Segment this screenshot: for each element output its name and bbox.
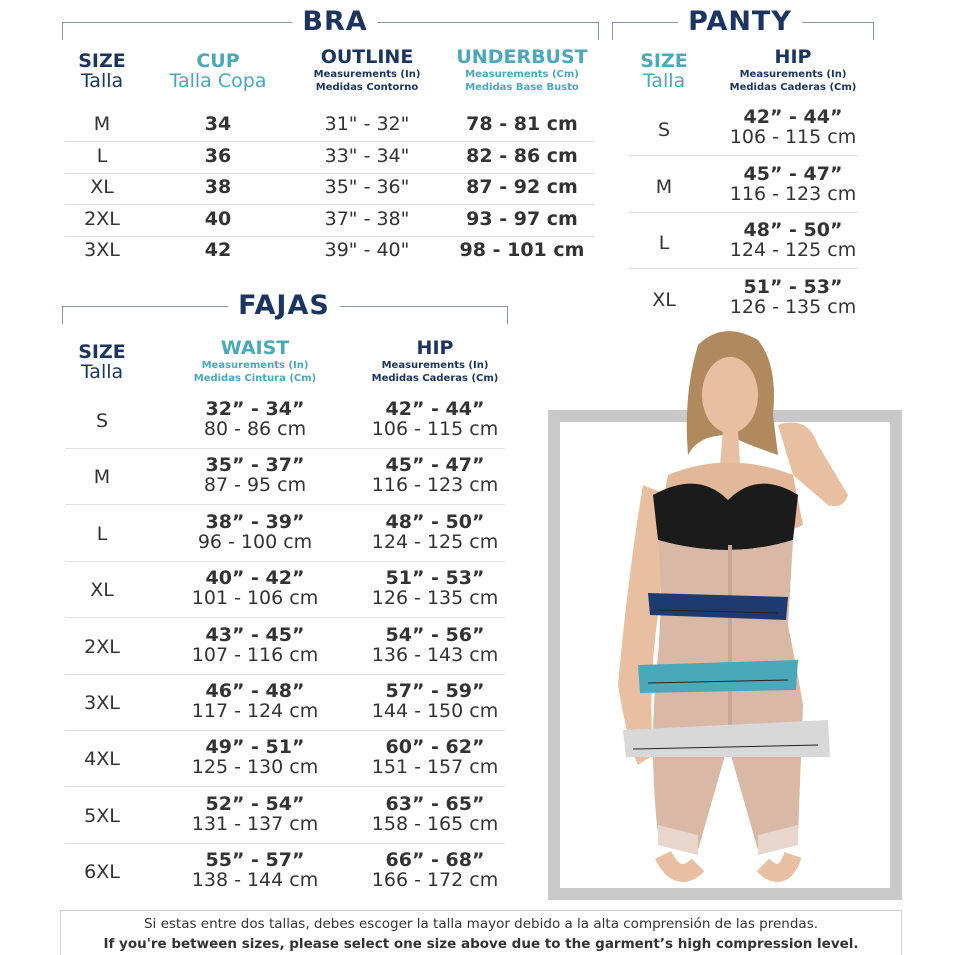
fajas-waist: 40” - 42” 101 - 106 cm xyxy=(191,567,319,610)
bra-outline: 33" - 34" xyxy=(324,144,410,167)
fajas-header-size: SIZE Talla xyxy=(78,341,126,383)
fajas-hip: 51” - 53” 126 - 135 cm xyxy=(371,567,499,610)
bra-outline: 35" - 36" xyxy=(324,176,410,199)
row-divider xyxy=(628,212,858,213)
fajas-hip: 57” - 59” 144 - 150 cm xyxy=(371,680,499,722)
panty-title: PANTY xyxy=(678,7,802,37)
fajas-hip: 60” - 62” 151 - 157 cm xyxy=(371,736,499,779)
fajas-hip: 45” - 47” 116 - 123 cm xyxy=(371,454,499,497)
fajas-waist: 43” - 45” 107 - 116 cm xyxy=(191,623,319,666)
panty-size: S xyxy=(657,119,671,142)
bra-size: L xyxy=(96,144,108,167)
row-divider xyxy=(65,843,505,844)
bra-title: BRA xyxy=(292,7,377,37)
bra-underbust: 78 - 81 cm xyxy=(466,113,578,136)
fajas-hip: 42” - 44” 106 - 115 cm xyxy=(371,398,499,440)
bra-underbust: 87 - 92 cm xyxy=(466,176,578,199)
row-divider xyxy=(628,268,858,269)
bra-outline: 39" - 40" xyxy=(324,239,410,262)
bra-cup: 42 xyxy=(204,239,232,262)
panty-hip: 42” - 44” 106 - 115 cm xyxy=(729,106,857,148)
bra-header-size: SIZE Talla xyxy=(78,50,126,92)
row-divider xyxy=(65,561,505,562)
panty-hip: 51” - 53” 126 - 135 cm xyxy=(729,276,857,319)
fajas-waist: 52” - 54” 131 - 137 cm xyxy=(191,792,319,835)
bra-header-outline: OUTLINE Measurements (In) Medidas Contorno xyxy=(313,46,421,93)
fajas-size: XL xyxy=(90,579,114,602)
row-divider xyxy=(65,204,595,205)
fajas-waist: 38” - 39” 96 - 100 cm xyxy=(197,510,313,553)
bra-header-cup: CUP Talla Copa xyxy=(169,50,267,92)
bra-cup: 38 xyxy=(204,176,232,199)
fajas-size: 5XL xyxy=(84,804,120,827)
row-divider xyxy=(628,155,858,156)
fajas-size: S xyxy=(95,410,109,433)
fajas-size: 3XL xyxy=(84,692,120,715)
bra-outline: 37" - 38" xyxy=(324,207,410,230)
bra-cup: 34 xyxy=(204,113,232,136)
size-advice-note xyxy=(60,910,902,955)
fajas-hip: 48” - 50” 124 - 125 cm xyxy=(371,510,499,553)
fajas-header-hip: HIP Measurements (In) Medidas Caderas (Cm) xyxy=(371,337,499,384)
panty-header-hip: HIP Measurements (In) Medidas Caderas (Cm) xyxy=(729,46,857,93)
note-english: If you're between sizes, please select one size above due to the garment’s high compression level. xyxy=(103,936,859,952)
model-illustration xyxy=(548,325,902,900)
row-divider xyxy=(65,448,505,449)
row-divider xyxy=(65,786,505,787)
bra-underbust: 98 - 101 cm xyxy=(459,239,585,262)
row-divider xyxy=(65,236,595,237)
bra-header-underbust: UNDERBUST Measurements (Cm) Medidas Base Busto xyxy=(456,46,588,93)
bra-size: M xyxy=(93,113,111,136)
fajas-waist: 49” - 51” 125 - 130 cm xyxy=(191,736,319,779)
fajas-title: FAJAS xyxy=(228,291,340,321)
panty-size: M xyxy=(655,175,673,198)
fajas-waist: 32” - 34” 80 - 86 cm xyxy=(203,398,307,440)
panty-hip: 48” - 50” 124 - 125 cm xyxy=(729,219,857,262)
model-photo xyxy=(548,325,902,900)
row-divider xyxy=(65,730,505,731)
bra-size: XL xyxy=(90,176,114,199)
row-divider xyxy=(65,173,595,174)
fajas-hip: 54” - 56” 136 - 143 cm xyxy=(371,623,499,666)
fajas-size: M xyxy=(93,466,111,489)
panty-header-size: SIZE Talla xyxy=(640,50,688,92)
bra-cup: 36 xyxy=(204,144,232,167)
bra-cup: 40 xyxy=(204,207,232,230)
fajas-size: L xyxy=(96,522,108,545)
row-divider xyxy=(65,617,505,618)
fajas-size: 4XL xyxy=(84,748,120,771)
bra-underbust: 93 - 97 cm xyxy=(466,207,578,230)
panty-hip: 45” - 47” 116 - 123 cm xyxy=(729,162,857,205)
panty-size: XL xyxy=(652,289,676,312)
bra-size: 2XL xyxy=(84,207,120,230)
fajas-size: 6XL xyxy=(84,861,120,884)
panty-size: L xyxy=(658,232,670,255)
row-divider xyxy=(65,674,505,675)
fajas-hip: 66” - 68” 166 - 172 cm xyxy=(371,849,499,892)
fajas-header-waist: WAIST Measurements (In) Medidas Cintura (Cm) xyxy=(193,337,317,384)
fajas-hip: 63” - 65” 158 - 165 cm xyxy=(371,792,499,835)
bra-underbust: 82 - 86 cm xyxy=(466,144,578,167)
fajas-waist: 46” - 48” 117 - 124 cm xyxy=(191,680,319,722)
row-divider xyxy=(65,141,595,142)
fajas-waist: 55” - 57” 138 - 144 cm xyxy=(191,849,319,892)
fajas-waist: 35” - 37” 87 - 95 cm xyxy=(203,454,307,497)
row-divider xyxy=(65,504,505,505)
bra-size: 3XL xyxy=(84,239,120,262)
fajas-size: 2XL xyxy=(84,635,120,658)
note-spanish: Si estas entre dos tallas, debes escoger la talla mayor debido a la alta comprensión de las prendas. xyxy=(143,916,819,932)
bra-outline: 31" - 32" xyxy=(324,113,410,136)
